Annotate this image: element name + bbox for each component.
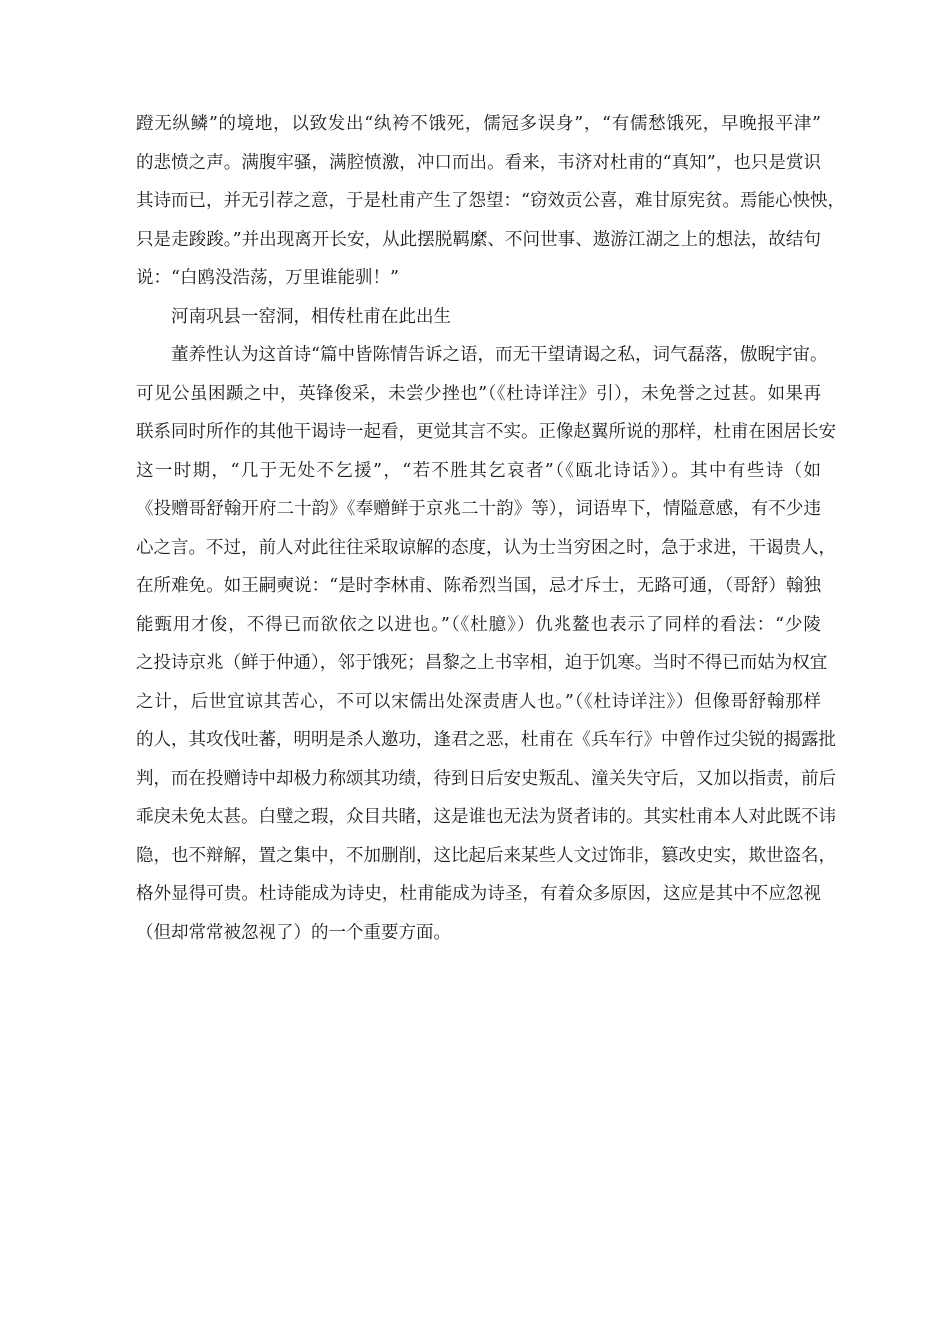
paragraph-2-line-14: 隐，也不辩解，置之集中，不加删削，这比起后来某些人文过饰非，篡改史实，欺世盗名， <box>136 845 836 866</box>
paragraph-2-line-16: （但却常常被忽视了）的一个重要方面。 <box>136 922 451 943</box>
paragraph-2-line-11: 的人，其攻伐吐蕃，明明是杀人邀功，逢君之恶，杜甫在《兵车行》中曾作过尖锐的揭露批 <box>136 730 836 750</box>
paragraph-2-line-5: 《投赠哥舒翰开府二十韵》《奉赠鲜于京兆二十韵》等），词语卑下，情隘意感，有不少违 <box>136 499 821 519</box>
paragraph-2-line-13: 乖戾未免太甚。白璧之瑕，众目共睹，这是谁也无法为贤者讳的。其实杜甫本人对此既不讳 <box>136 807 836 827</box>
paragraph-1-line-3: 其诗而已，并无引荐之意，于是杜甫产生了怨望：“窃效贡公喜，难甘原宪贫。焉能心怏怏， <box>136 191 845 211</box>
paragraph-2-line-6: 心之言。不过，前人对此往往采取谅解的态度，认为士当穷困之时，急于求进，干谒贵人， <box>136 537 836 558</box>
paragraph-2-line-2: 可见公虽困踬之中，英锋俊采，未尝少挫也”（《杜诗详注》引），未免誉之过甚。如果再 <box>136 383 821 404</box>
paragraph-2-line-12: 判，而在投赠诗中却极力称颂其功绩，待到日后安史叛乱、潼关失守后，又加以指责，前后 <box>136 768 836 789</box>
paragraph-2-line-3: 联系同时所作的其他干谒诗一起看，更觉其言不实。正像赵翼所说的那样，杜甫在困居长安 <box>136 422 836 442</box>
paragraph-1-line-1: 蹬无纵鳞”的境地，以致发出“纨袴不饿死，儒冠多误身”，“有儒愁饿死，早晚报平津” <box>136 114 821 134</box>
paragraph-1-line-2: 的悲愤之声。满腹牢骚，满腔愤激，冲口而出。看来，韦济对杜甫的“真知”，也只是赏识 <box>136 152 821 173</box>
image-caption: 河南巩县一窑洞，相传杜甫在此出生 <box>171 306 451 327</box>
paragraph-2-line-7: 在所难免。如王嗣奭说：“是时李林甫、陈希烈当国，忌才斥士，无路可通，（哥舒）翰独 <box>136 576 821 596</box>
paragraph-2-line-10: 之计，后世宜谅其苦心，不可以宋儒出处深责唐人也。”（《杜诗详注》）但像哥舒翰那样 <box>136 691 821 712</box>
paragraph-2-line-4: 这一时期，“几于无处不乞援”，“若不胜其乞哀者”（《瓯北诗话》）。其中有些诗（如 <box>136 460 821 481</box>
paragraph-1-line-4: 只是走踆踆。”并出现离开长安，从此摆脱羁縻、不问世事、遨游江湖之上的想法，故结句 <box>136 229 821 250</box>
paragraph-2-line-8: 能甄用才俊，不得已而欲依之以进也。”（《杜臆》）仇兆鳌也表示了同样的看法：“少陵 <box>136 614 821 635</box>
paragraph-2-line-1: 董养性认为这首诗“篇中皆陈情告诉之语，而无干望请谒之私，词气磊落，傲睨宇宙。 <box>171 345 828 365</box>
document-page <box>136 114 845 961</box>
paragraph-2-line-15: 格外显得可贵。杜诗能成为诗史，杜甫能成为诗圣，有着众多原因，这应是其中不应忽视 <box>136 884 821 904</box>
paragraph-2-line-9: 之投诗京兆（鲜于仲通），邻于饿死；昌黎之上书宰相，迫于饥寒。当时不得已而姑为权宜 <box>136 653 828 673</box>
paragraph-1-line-5: 说：“白鸥没浩荡，万里谁能驯！” <box>136 268 399 288</box>
